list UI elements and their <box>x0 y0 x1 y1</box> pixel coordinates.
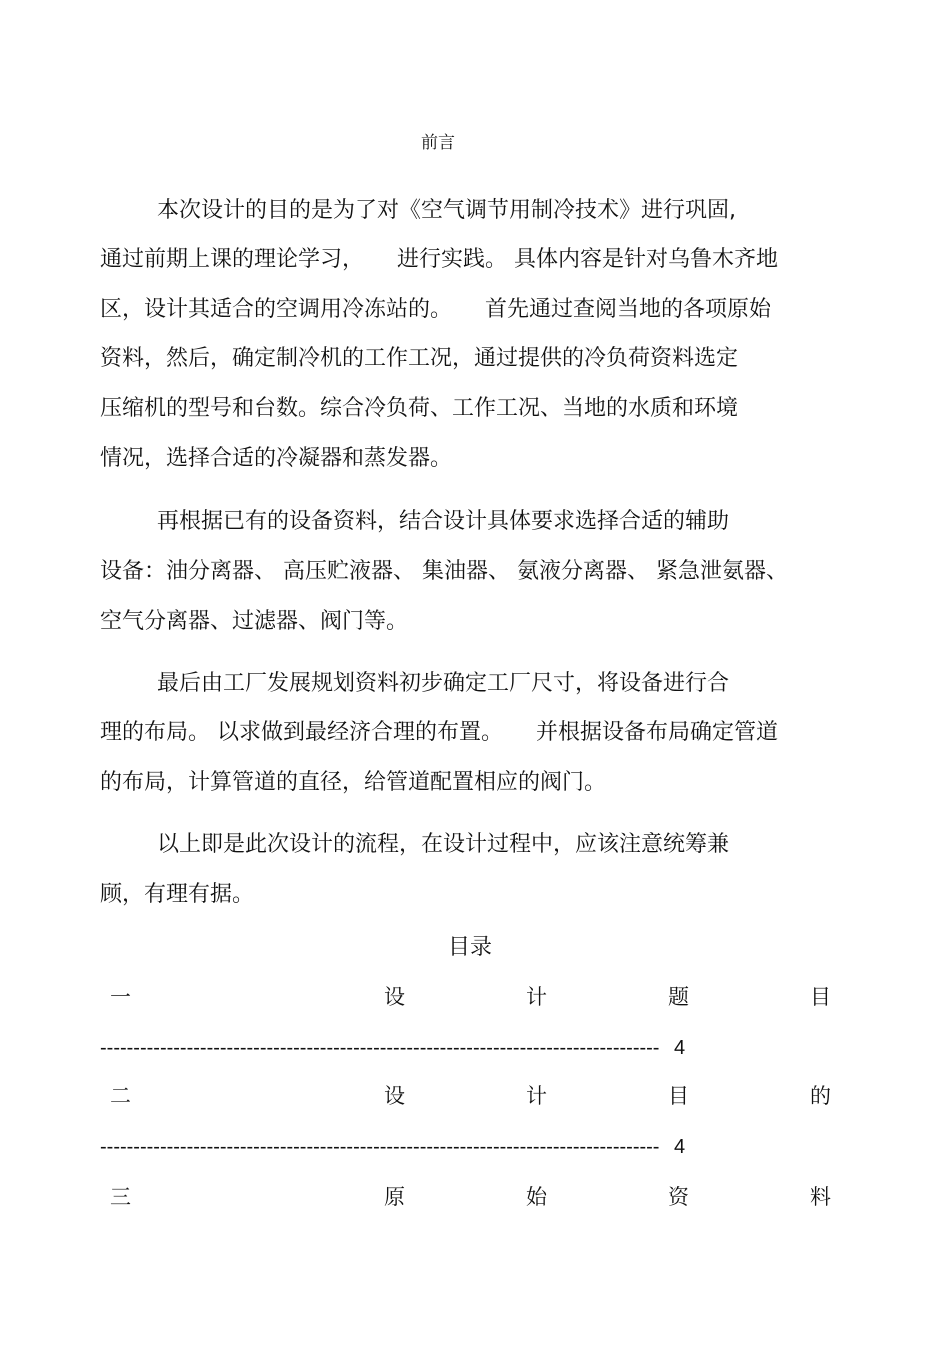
toc-entry-char: 的 <box>810 1084 831 1108</box>
toc-entry-char: 计 <box>526 1084 547 1108</box>
preface-p4-line1: 以上即是此次设计的流程，在设计过程中，应该注意统筹兼 <box>157 832 730 857</box>
toc-title: 目录 <box>448 935 493 960</box>
toc-entry-char: 计 <box>526 985 547 1009</box>
preface-p2-line2: 设备：油分离器、 高压贮液器、 集油器、 氨液分离器、 紧急泄氨器、 <box>100 559 788 584</box>
toc-entry-char: 目 <box>668 1084 689 1108</box>
preface-p1-line1: 本次设计的目的是为了对《空气调节用制冷技术》进行巩固, <box>157 198 736 223</box>
preface-p3-line2: 理的布局。 以求做到最经济合理的布置。 并根据设备布局确定管道 <box>100 720 778 745</box>
toc-entry-char: 始 <box>526 1185 547 1209</box>
preface-p1-line6: 情况，选择合适的冷凝器和蒸发器。 <box>100 446 453 471</box>
toc-leader-dashes: ------------------------------------------------------------------------------------ <box>100 1137 660 1157</box>
toc-entry-char: 二 <box>110 1084 131 1108</box>
toc-entry-char: 原 <box>384 1185 405 1209</box>
preface-p1-line3: 区，设计其适合的空调用冷冻站的。 首先通过查阅当地的各项原始 <box>100 297 772 322</box>
toc-entry-char: 一 <box>110 985 131 1009</box>
preface-p1-line4: 资料，然后，确定制冷机的工作工况，通过提供的冷负荷资料选定 <box>100 346 739 371</box>
preface-p3-line3: 的布局，计算管道的直径，给管道配置相应的阀门。 <box>100 770 607 795</box>
toc-page-number: 4 <box>674 1037 686 1059</box>
preface-p4-line2: 顾，有理有据。 <box>100 882 255 907</box>
toc-entry-char: 目 <box>810 985 831 1009</box>
toc-leader-dashes: ------------------------------------------------------------------------------------ <box>100 1038 660 1058</box>
toc-page-number: 4 <box>674 1136 686 1158</box>
toc-entry-char: 资 <box>668 1185 689 1209</box>
preface-p3-line1: 最后由工厂发展规划资料初步确定工厂尺寸，将设备进行合 <box>157 671 730 696</box>
preface-p1-line2: 通过前期上课的理论学习， 进行实践。 具体内容是针对乌鲁木齐地 <box>100 247 778 272</box>
toc-entry-char: 料 <box>810 1185 831 1209</box>
toc-leader <box>100 1137 672 1157</box>
preface-p2-line3: 空气分离器、过滤器、阀门等。 <box>100 609 409 634</box>
preface-p2-line1: 再根据已有的设备资料，结合设计具体要求选择合适的辅助 <box>157 509 730 534</box>
toc-entry-char: 题 <box>668 985 689 1009</box>
preface-p1-line5: 压缩机的型号和台数。综合冷负荷、工作工况、当地的水质和环境 <box>100 396 739 421</box>
toc-leader <box>100 1038 672 1058</box>
toc-entry-char: 设 <box>384 1084 405 1108</box>
toc-entry-char: 设 <box>384 985 405 1009</box>
toc-entry-char: 三 <box>110 1185 131 1209</box>
preface-title: 前言 <box>421 133 455 153</box>
